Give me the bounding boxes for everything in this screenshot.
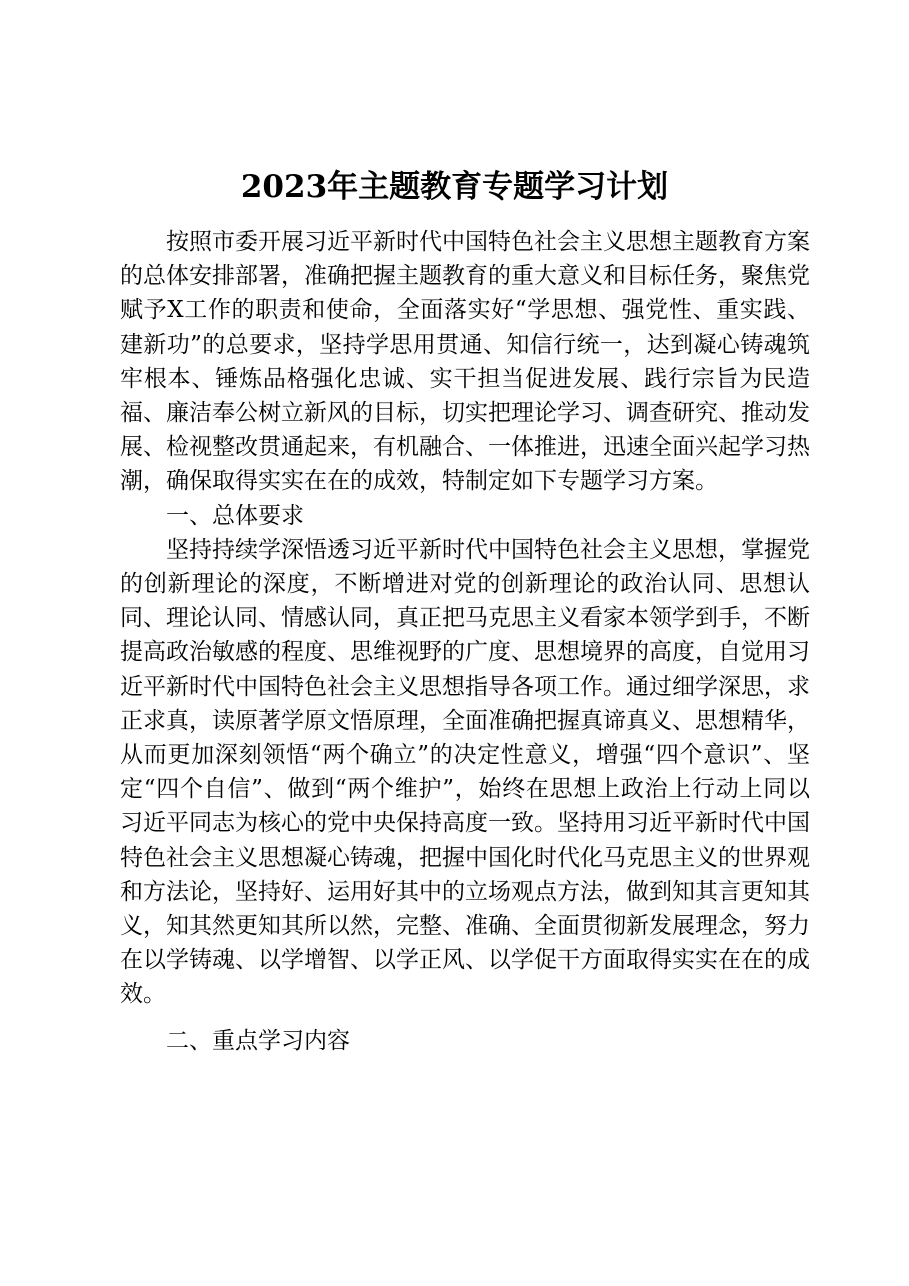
general-requirements-paragraph: 坚持持续学深悟透习近平新时代中国特色社会主义思想，掌握党的创新理论的深度，不断增进对党的创新理论的政治认同、思想认同、理论认同、情感认同，真正把马克思主义看家本领学到手，不断提高政治敏感的程度、思维视野的广度、思想境界的高度，自觉用习近平新时代中国特色社会主义思想指导各项工作。通过细学深思，求正求真，读原著学原文悟原理，全面准确把握真谛真义、思想精华，从而更加深刻领悟“两个确立”的决定性意义，增强“四个意识”、坚定“四个自信”、做到“两个维护”，始终在思想上政治上行动上同以习近平同志为核心的党中央保持高度一致。坚持用习近平新时代中国特色社会主义思想凝心铸魂，把握中国化时代化马克思主义的世界观和方法论，坚持好、运用好其中的立场观点方法，做到知其言更知其义，知其然更知其所以然，完整、准确、全面贯彻新发展理念，努力在以学铸魂、以学增智、以学正风、以学促干方面取得实实在在的成效。 [120, 536, 810, 1008]
document-body [120, 225, 810, 1058]
section-heading-key-content: 二、重点学习内容 [166, 1027, 350, 1054]
intro-paragraph: 按照市委开展习近平新时代中国特色社会主义思想主题教育方案的总体安排部署，准确把握主题教育的重大意义和目标任务，聚焦党赋予X工作的职责和使命，全面落实好“学思想、强党性、重实践、建新功”的总要求，坚持学思用贯通、知信行统一，达到凝心铸魂筑牢根本、锤炼品格强化忠诚、实干担当促进发展、践行宗旨为民造福、廉洁奉公树立新风的目标，切实把理论学习、调查研究、推动发展、检视整改贯通起来，有机融合、一体推进，迅速全面兴起学习热潮，确保取得实实在在的成效，特制定如下专题学习方案。 [120, 229, 810, 495]
section-heading-general-requirements: 一、总体要求 [166, 502, 304, 529]
document-title: 2023年主题教育专题学习计划 [240, 169, 669, 205]
paragraph-spacer [120, 1012, 810, 1024]
